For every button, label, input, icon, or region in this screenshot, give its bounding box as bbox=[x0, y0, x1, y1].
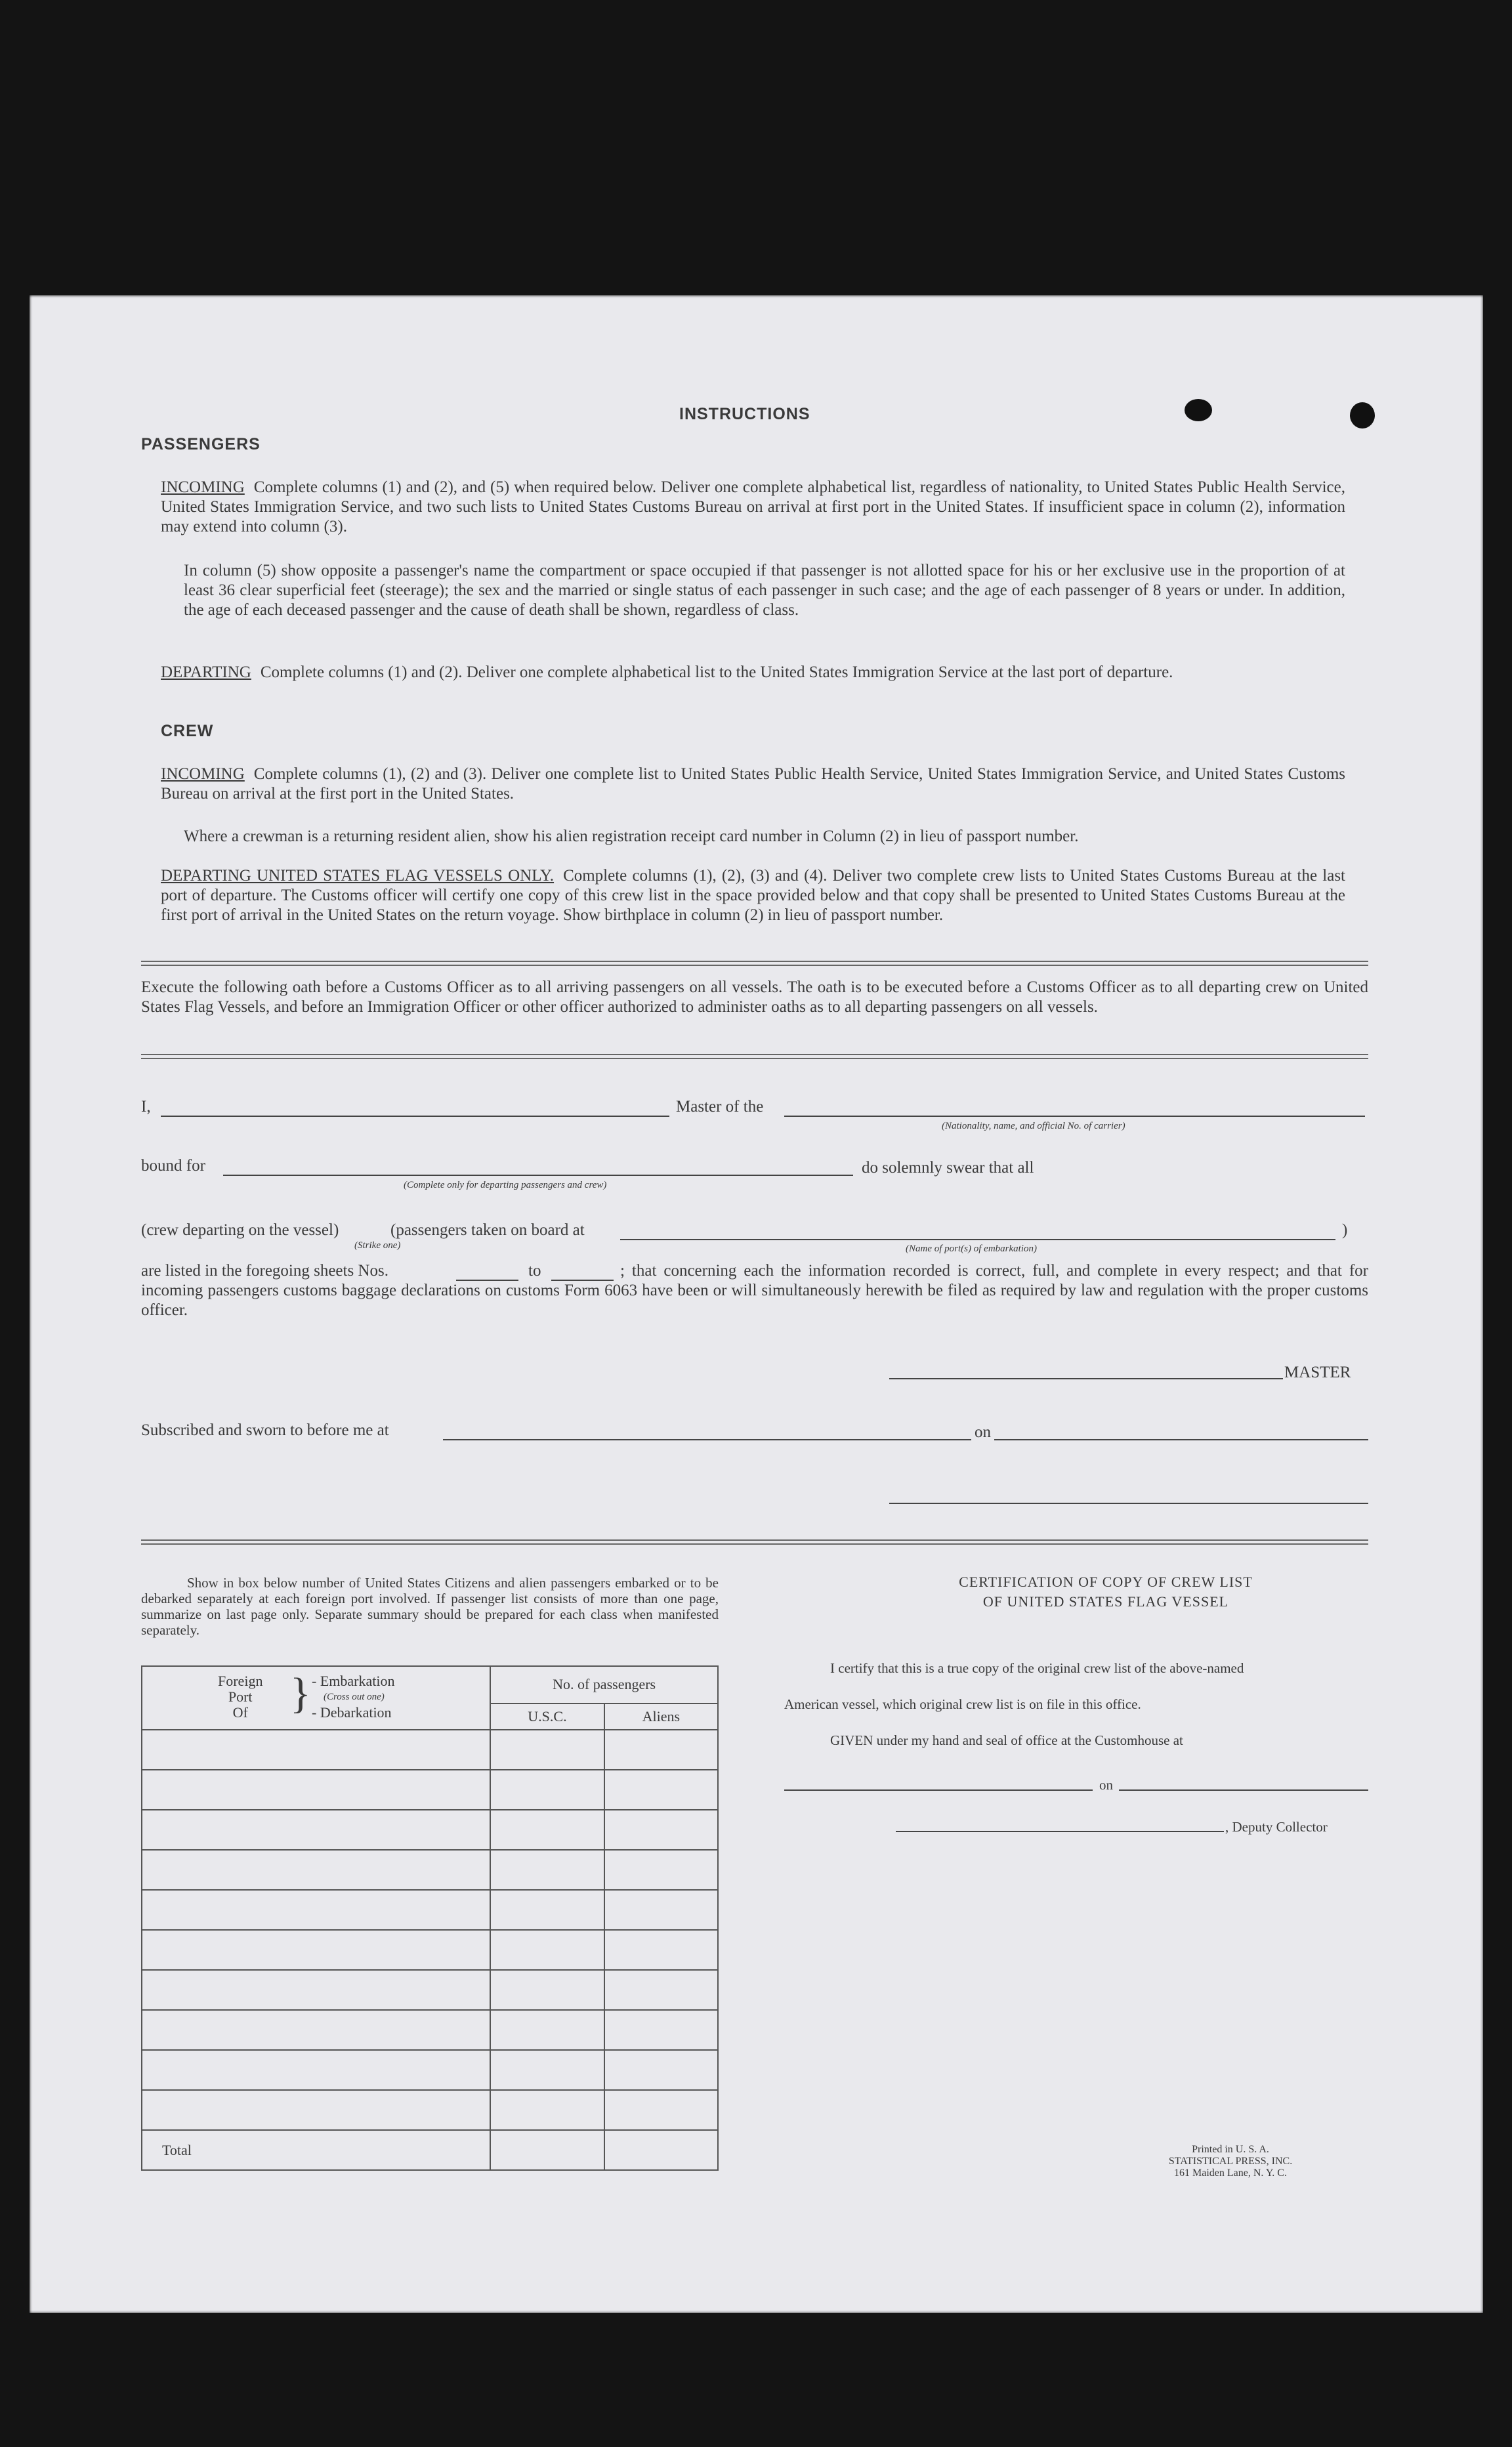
deputy-collector-label: , Deputy Collector bbox=[1225, 1819, 1328, 1835]
printer-line1: Printed in U. S. A. bbox=[1192, 2144, 1269, 2155]
deputy-collector-signature[interactable] bbox=[896, 1831, 1224, 1832]
ports-close-paren: ) bbox=[1342, 1221, 1348, 1239]
table-row bbox=[142, 1970, 718, 2010]
master-name-field[interactable] bbox=[161, 1116, 669, 1117]
form-page bbox=[30, 295, 1483, 2313]
foreign-label: Foreign bbox=[218, 1673, 263, 1689]
column5-paragraph: In column (5) show opposite a passenger's name the compartment or space occupied if that passenger is not allotted space for his or her exclusive use in the proportion of at least 36 clear superficial feet (steerage); the sex and the married or single status of each passenger in such case; and the age of each passenger of 8 years or under. In addition, the age of each deceased passenger and the cause of death shall be shown, regardless of class. bbox=[184, 562, 1345, 619]
swear-label: do solemnly swear that all bbox=[862, 1159, 1034, 1177]
crew-departing-paragraph bbox=[161, 866, 1345, 925]
total-label: Total bbox=[142, 2130, 490, 2170]
listed-text: ; that concerning each the information recorded is correct, full, and complete in every respect; and that for incoming passengers customs baggage declarations on customs Form 6063 have been or will simultaneously herewith be filed as required by law and regulation with the proper customs officer. bbox=[141, 1262, 1368, 1319]
total-row bbox=[142, 2130, 718, 2170]
embarkation-label: - Embarkation bbox=[312, 1673, 395, 1689]
crew-incoming-text: Complete columns (1), (2) and (3). Deliver one complete list to United States Public Health Service, United States Immigration Service, and United States Customs Bureau on arrival at the first port in the United States. bbox=[161, 765, 1345, 803]
crew-resident-paragraph: Where a crewman is a returning resident alien, show his alien registration receipt card number in Column (2) in lieu of passport number. bbox=[184, 827, 1079, 845]
table-row bbox=[142, 1850, 718, 1890]
crew-departing-lead: DEPARTING UNITED STATES FLAG VESSELS ONLY. bbox=[161, 867, 555, 885]
passengers-departing-text: Complete columns (1) and (2). Deliver one complete alphabetical list to the United States Immigration Service at the last port of departure. bbox=[260, 663, 1173, 681]
passengers-departing-lead: DEPARTING bbox=[161, 663, 251, 681]
crew-departing-option: (crew departing on the vessel) bbox=[141, 1221, 339, 1239]
certification-line1: I certify that this is a true copy of the original crew list of the above-named bbox=[830, 1660, 1244, 1676]
master-label: MASTER bbox=[1284, 1364, 1351, 1381]
section-divider bbox=[141, 1054, 1368, 1059]
passengers-incoming-paragraph bbox=[161, 478, 1345, 537]
certification-title-line1: CERTIFICATION OF COPY OF CREW LIST bbox=[959, 1574, 1253, 1590]
ink-blot bbox=[1185, 399, 1212, 421]
crew-incoming-lead: INCOMING bbox=[161, 765, 245, 783]
table-row bbox=[142, 1810, 718, 1850]
crew-departing-text: Complete columns (1), (2), (3) and (4). Deliver two complete crew lists to United States Customs Bureau at the last port of departure. The Customs officer will certify one copy of this crew list in the space provided below and that copy shall be presented to United States Customs Bureau at the first port of arrival in the United States on the return voyage. Show birthplace in column (2) in lieu of passport number. bbox=[161, 867, 1345, 924]
bound-for-field[interactable] bbox=[223, 1175, 853, 1176]
crew-incoming-paragraph bbox=[161, 764, 1345, 804]
no-passengers-header: No. of passengers bbox=[490, 1666, 718, 1704]
printer-line2: STATISTICAL PRESS, INC. bbox=[1168, 2156, 1293, 2167]
foreign-port-header bbox=[142, 1666, 490, 1730]
summary-table bbox=[141, 1665, 719, 2171]
certification-date-field[interactable] bbox=[1119, 1789, 1368, 1791]
oath-i-label: I, bbox=[141, 1098, 151, 1116]
certification-line3: GIVEN under my hand and seal of office at the Customhouse at bbox=[830, 1732, 1183, 1748]
customhouse-field[interactable] bbox=[784, 1789, 1093, 1791]
passengers-heading: PASSENGERS bbox=[141, 435, 261, 453]
table-row bbox=[142, 1770, 718, 1810]
aliens-header: Aliens bbox=[604, 1704, 718, 1730]
subscribed-on-label: on bbox=[975, 1423, 991, 1441]
cross-out-note: (Cross out one) bbox=[324, 1692, 385, 1702]
table-row bbox=[142, 2010, 718, 2050]
summary-instructions: Show in box below number of United States Citizens and alien passengers embarked or to be debarked separately at each foreign port involved. If passenger list consists of more than one page, summarize on last page only. Separate summary should be prepared for each class when manifested separately. bbox=[141, 1575, 719, 1638]
subscribed-date-field[interactable] bbox=[994, 1439, 1368, 1440]
subscribed-place-field[interactable] bbox=[443, 1439, 971, 1440]
passengers-departing-paragraph bbox=[161, 663, 1345, 682]
officer-signature-field[interactable] bbox=[889, 1503, 1368, 1504]
table-row bbox=[142, 1890, 718, 1930]
crew-heading: CREW bbox=[161, 722, 214, 740]
carrier-note: (Nationality, name, and official No. of carrier) bbox=[942, 1121, 1125, 1131]
bound-for-label: bound for bbox=[141, 1157, 205, 1175]
table-row bbox=[142, 2050, 718, 2090]
section-divider bbox=[141, 1539, 1368, 1545]
table-row bbox=[142, 1730, 718, 1770]
listed-prefix: are listed in the foregoing sheets Nos. bbox=[141, 1262, 388, 1280]
usc-header: U.S.C. bbox=[490, 1704, 604, 1730]
master-of-the-label: Master of the bbox=[676, 1098, 764, 1116]
section-divider bbox=[141, 961, 1368, 966]
ports-field[interactable] bbox=[620, 1239, 1335, 1240]
passengers-incoming-lead: INCOMING bbox=[161, 478, 245, 496]
to-label: to bbox=[528, 1262, 541, 1280]
debarkation-label: - Debarkation bbox=[312, 1704, 392, 1721]
ports-note: (Name of port(s) of embarkation) bbox=[906, 1244, 1037, 1254]
brace-glyph: } bbox=[290, 1669, 311, 1717]
ink-blot bbox=[1350, 402, 1375, 429]
passengers-incoming-text: Complete columns (1) and (2), and (5) when required below. Deliver one complete alphabetical list, regardless of nationality, to United States Public Health Service, United States Immigration Service, and two such lists to United States Customs Bureau on arrival at first port in the United States. If insufficient space in column (2), information may extend into column (3). bbox=[161, 478, 1345, 535]
printer-line3: 161 Maiden Lane, N. Y. C. bbox=[1174, 2167, 1287, 2179]
strike-note: (Strike one) bbox=[354, 1240, 401, 1251]
oath-intro-paragraph: Execute the following oath before a Customs Officer as to all arriving passengers on all vessels. The oath is to be executed before a Customs Officer as to all departing crew on United States Flag Vessels, and before an Immigration Officer or other officer authorized to administer oaths as to all departing passengers on all vessels. bbox=[141, 978, 1368, 1016]
certification-line2: American vessel, which original crew list is on file in this office. bbox=[784, 1696, 1141, 1712]
subscribed-label: Subscribed and sworn to before me at bbox=[141, 1421, 389, 1439]
master-signature-field[interactable] bbox=[889, 1378, 1283, 1379]
printer-imprint bbox=[1132, 2144, 1329, 2179]
certification-on-label: on bbox=[1099, 1777, 1113, 1793]
table-row bbox=[142, 2090, 718, 2130]
certification-title-line2: OF UNITED STATES FLAG VESSEL bbox=[982, 1593, 1229, 1610]
bound-note: (Complete only for departing passengers and crew) bbox=[404, 1180, 607, 1190]
of-label: Of bbox=[232, 1704, 248, 1721]
carrier-field[interactable] bbox=[784, 1116, 1365, 1117]
port-label: Port bbox=[228, 1688, 253, 1705]
passengers-taken-option: (passengers taken on board at bbox=[390, 1221, 585, 1239]
table-row bbox=[142, 1930, 718, 1970]
page-title: INSTRUCTIONS bbox=[679, 405, 810, 423]
